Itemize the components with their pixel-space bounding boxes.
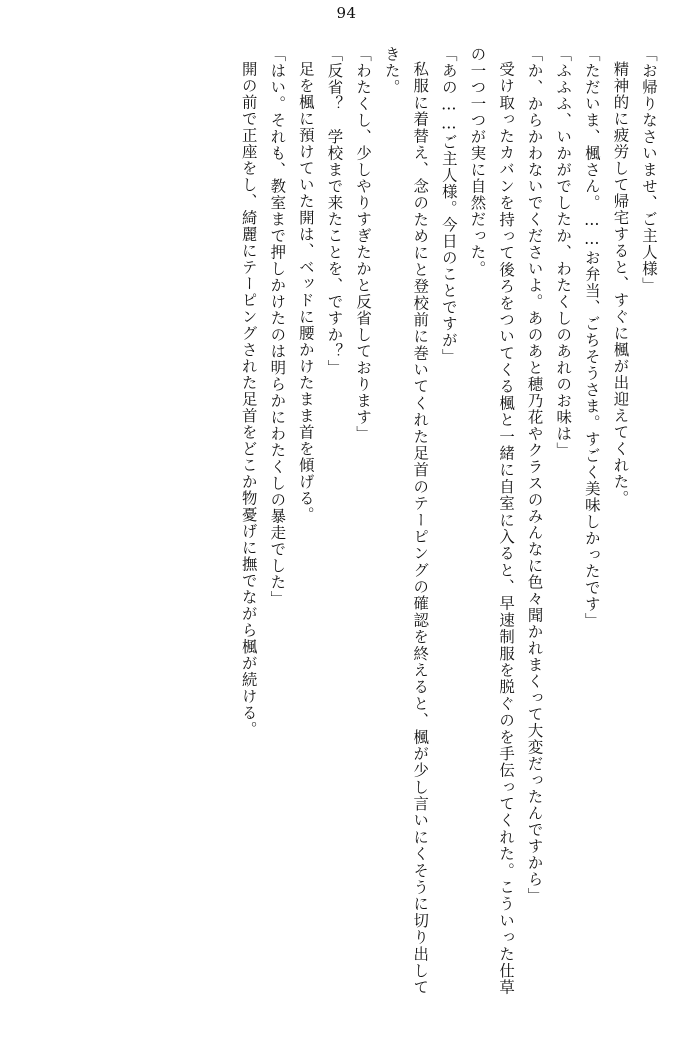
paragraph: 「か、からかわないでくださいよ。あのあと穂乃花やクラスのみんなに色々聞かれまくって大変だったんですから」 <box>525 46 544 904</box>
page-number: 94 <box>336 4 357 22</box>
page-body-text <box>30 46 663 996</box>
paragraph: 「お帰りなさいませ、ご主人様」 <box>640 46 658 294</box>
paragraph: 開の前で正座をし、綺麗にテーピングされた足首をどこか物憂げに撫でながら楓が続ける。 <box>239 61 258 738</box>
paragraph: 「あの……ご主人様。今日のことですが」 <box>439 46 458 365</box>
paragraph: 「はい。それも、教室まで押しかけたのは明らかにわたくしの暴走でした」 <box>268 46 287 607</box>
paragraph: 「ただいま、楓さん。……お弁当、ごちそうさま。すごく美味しかったです」 <box>582 46 601 629</box>
paragraph: 「ふふふ、いかがでしたか、わたくしのあれのお味は」 <box>554 46 573 459</box>
paragraph: 受け取ったカバンを持って後ろをついてくる楓と一緒に自室に入ると、早速制服を脱ぐのを手伝ってくれた。こういった仕草の一つ一つが実に自然だった。 <box>468 46 516 996</box>
paragraph: 精神的に疲労して帰宅すると、すぐに楓が出迎えてくれた。 <box>611 61 630 507</box>
paragraph: 「反省？ 学校まで来たことを、ですか？」 <box>325 46 344 376</box>
paragraph: 足を楓に預けていた開は、ベッドに腰かけたまま首を傾げる。 <box>296 61 315 524</box>
paragraph: 私服に着替え、念のためにと登校前に巻いてくれた足首のテーピングの確認を終えると、楓が少し言いにくそうに切り出してきた。 <box>382 46 430 996</box>
paragraph: 「わたくし、少しやりすぎたかと反省しております」 <box>354 46 373 442</box>
